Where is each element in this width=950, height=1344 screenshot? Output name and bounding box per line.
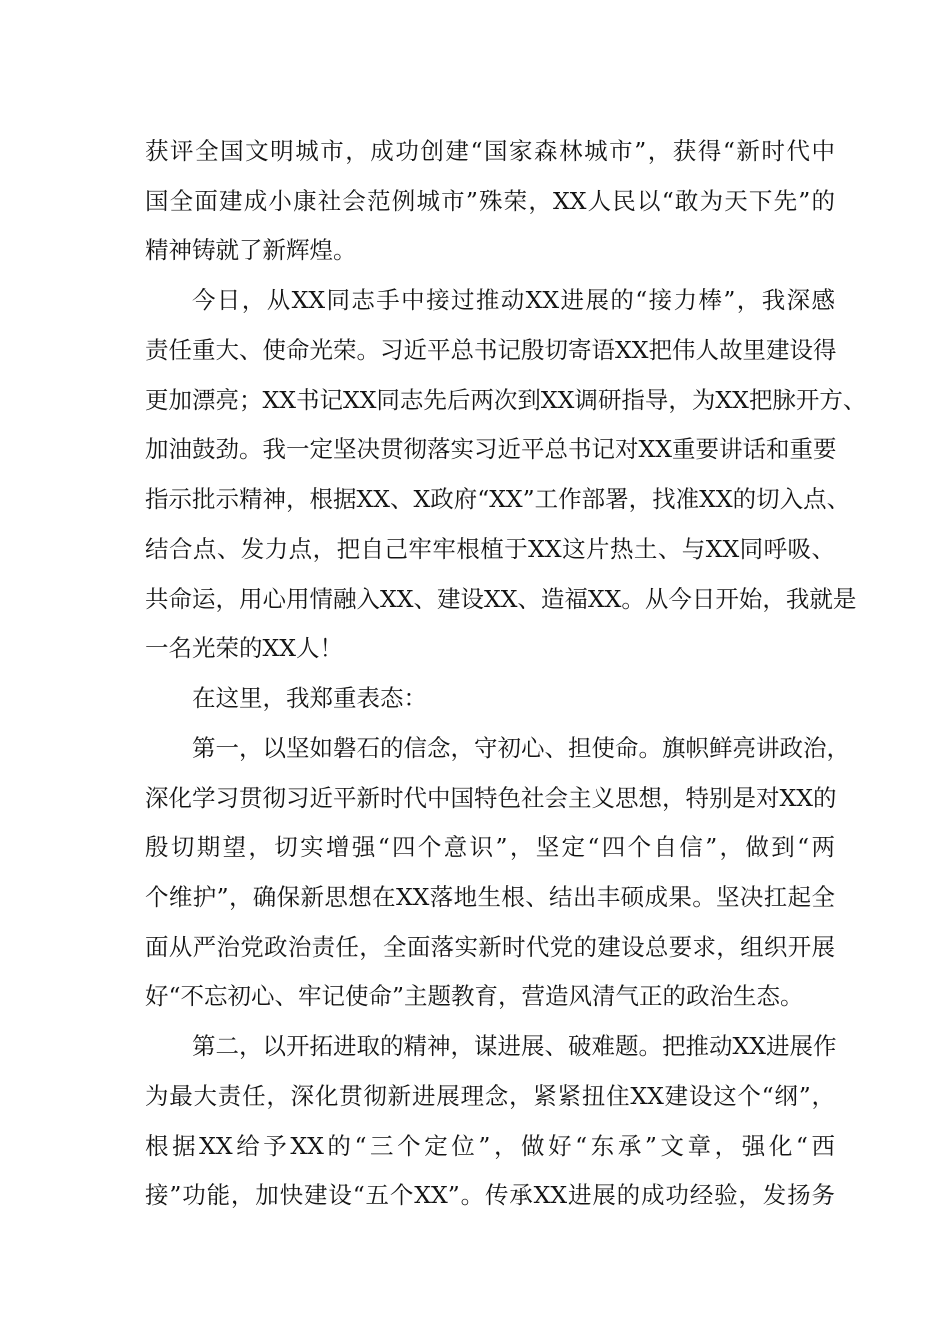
text-line: 加油鼓劲。我一定坚决贯彻落实习近平总书记对XX重要讲话和重要: [145, 435, 837, 463]
text-line: 第一，以坚如磐石的信念，守初心、担使命。旗帜鲜亮讲政治，: [192, 734, 850, 762]
text-line: 殷切期望，切实增强“四个意识”，坚定“四个自信”，做到“两: [145, 833, 835, 861]
text-line: 结合点、发力点，把自己牢牢根植于XX这片热土、与XX同呼吸、: [145, 535, 835, 563]
text-line: 责任重大、使命光荣。习近平总书记殷切寄语XX把伟人故里建设得: [145, 336, 837, 364]
text-line: 一名光荣的XX人！: [145, 634, 343, 662]
text-line: 根据XX给予XX的“三个定位”，做好“东承”文章，强化“西: [145, 1132, 835, 1160]
text-line: 指示批示精神，根据XX、X政府“XX”工作部署，找准XX的切入点、: [145, 485, 851, 513]
text-line: 第二，以开拓进取的精神，谋进展、破难题。把推动XX进展作: [192, 1032, 837, 1060]
text-line: 深化学习贯彻习近平新时代中国特色社会主义思想，特别是对XX的: [145, 784, 837, 812]
text-line: 好“不忘初心、牢记使命”主题教育，营造风清气正的政治生态。: [145, 982, 804, 1010]
text-line: 更加漂亮；XX书记XX同志先后两次到XX调研指导，为XX把脉开方、: [145, 386, 867, 414]
text-line: 为最大责任，深化贯彻新进展理念，紧紧扭住XX建设这个“纲”，: [145, 1082, 835, 1110]
text-line: 个维护”，确保新思想在XX落地生根、结出丰硕成果。坚决扛起全: [145, 883, 835, 911]
text-line: 精神铸就了新辉煌。: [145, 236, 357, 264]
text-line: 共命运，用心用情融入XX、建设XX、造福XX。从今日开始，我就是: [145, 585, 857, 613]
text-line: 在这里，我郑重表态：: [192, 684, 427, 712]
text-line: 获评全国文明城市，成功创建“国家森林城市”，获得“新时代中: [145, 137, 835, 165]
text-line: 面从严治党政治责任，全面落实新时代党的建设总要求，组织开展: [145, 933, 835, 961]
text-line: 接”功能，加快建设“五个XX”。传承XX进展的成功经验，发扬务: [145, 1181, 835, 1209]
text-line: 今日，从XX同志手中接过推动XX进展的“接力棒”，我深感: [192, 286, 835, 314]
text-line: 国全面建成小康社会范例城市”殊荣，XX人民以“敢为天下先”的: [145, 187, 835, 215]
